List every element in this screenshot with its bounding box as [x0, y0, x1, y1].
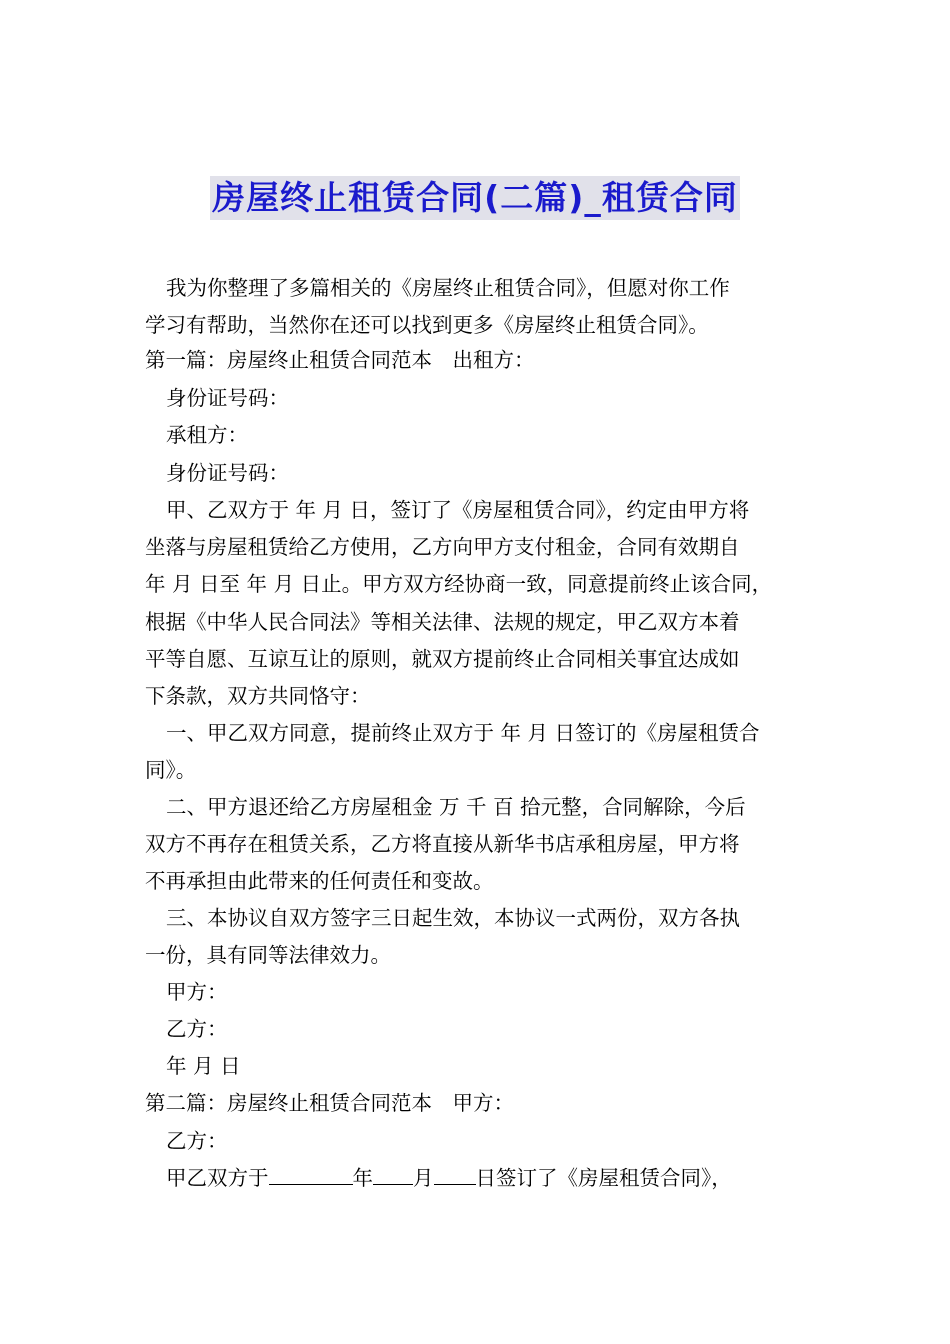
fill-in-blank-year — [269, 1166, 353, 1185]
paragraph-line: 三、本协议自双方签字三日起生效，本协议一式两份，双方各执 — [166, 906, 740, 930]
document-title — [0, 176, 950, 220]
text-segment: 年 — [352, 1166, 373, 1190]
section-heading: 第一篇：房屋终止租赁合同范本 出租方： — [145, 348, 535, 372]
fill-in-blank-month — [373, 1166, 413, 1185]
paragraph-line: 不再承担由此带来的任何责任和变故。 — [145, 869, 494, 893]
paragraph-line-with-blanks — [166, 1164, 732, 1192]
paragraph-line: 承租方： — [166, 423, 248, 447]
signature-party-b: 乙方： — [166, 1017, 228, 1041]
paragraph-line: 下条款，双方共同恪守： — [145, 684, 371, 708]
paragraph-line: 身份证号码： — [166, 386, 289, 410]
paragraph-line: 年 月 日至 年 月 日止。甲方双方经协商一致，同意提前终止该合同， — [145, 572, 773, 596]
paragraph-line: 同》。 — [145, 758, 197, 782]
fill-in-blank-day — [434, 1166, 476, 1185]
paragraph-line: 身份证号码： — [166, 461, 289, 485]
document-title-text: 房屋终止租赁合同(二篇)_租赁合同 — [210, 176, 740, 220]
paragraph-line: 一、甲乙双方同意，提前终止双方于 年 月 日签订的《房屋租赁合 — [166, 721, 760, 745]
text-segment: 日签订了《房屋租赁合同》， — [475, 1166, 732, 1190]
section-heading: 第二篇：房屋终止租赁合同范本 甲方： — [145, 1091, 514, 1115]
paragraph-line: 坐落与房屋租赁给乙方使用，乙方向甲方支付租金，合同有效期自 — [145, 535, 740, 559]
paragraph-line: 一份，具有同等法律效力。 — [145, 943, 391, 967]
paragraph-line: 学习有帮助，当然你在还可以找到更多《房屋终止租赁合同》。 — [145, 313, 709, 337]
paragraph-line: 双方不再存在租赁关系，乙方将直接从新华书店承租房屋，甲方将 — [145, 832, 740, 856]
signature-date: 年 月 日 — [166, 1054, 241, 1078]
text-segment: 甲乙双方于 — [166, 1166, 269, 1190]
text-segment: 月 — [413, 1166, 434, 1190]
paragraph-line: 我为你整理了多篇相关的《房屋终止租赁合同》，但愿对你工作 — [166, 276, 730, 300]
paragraph-line: 甲、乙双方于 年 月 日，签订了《房屋租赁合同》，约定由甲方将 — [166, 498, 750, 522]
paragraph-line: 二、甲方退还给乙方房屋租金 万 千 百 拾元整，合同解除，今后 — [166, 795, 746, 819]
paragraph-line: 乙方： — [166, 1129, 228, 1153]
paragraph-line: 根据《中华人民合同法》等相关法律、法规的规定，甲乙双方本着 — [145, 610, 740, 634]
paragraph-line: 平等自愿、互谅互让的原则，就双方提前终止合同相关事宜达成如 — [145, 647, 740, 671]
signature-party-a: 甲方： — [166, 980, 228, 1004]
